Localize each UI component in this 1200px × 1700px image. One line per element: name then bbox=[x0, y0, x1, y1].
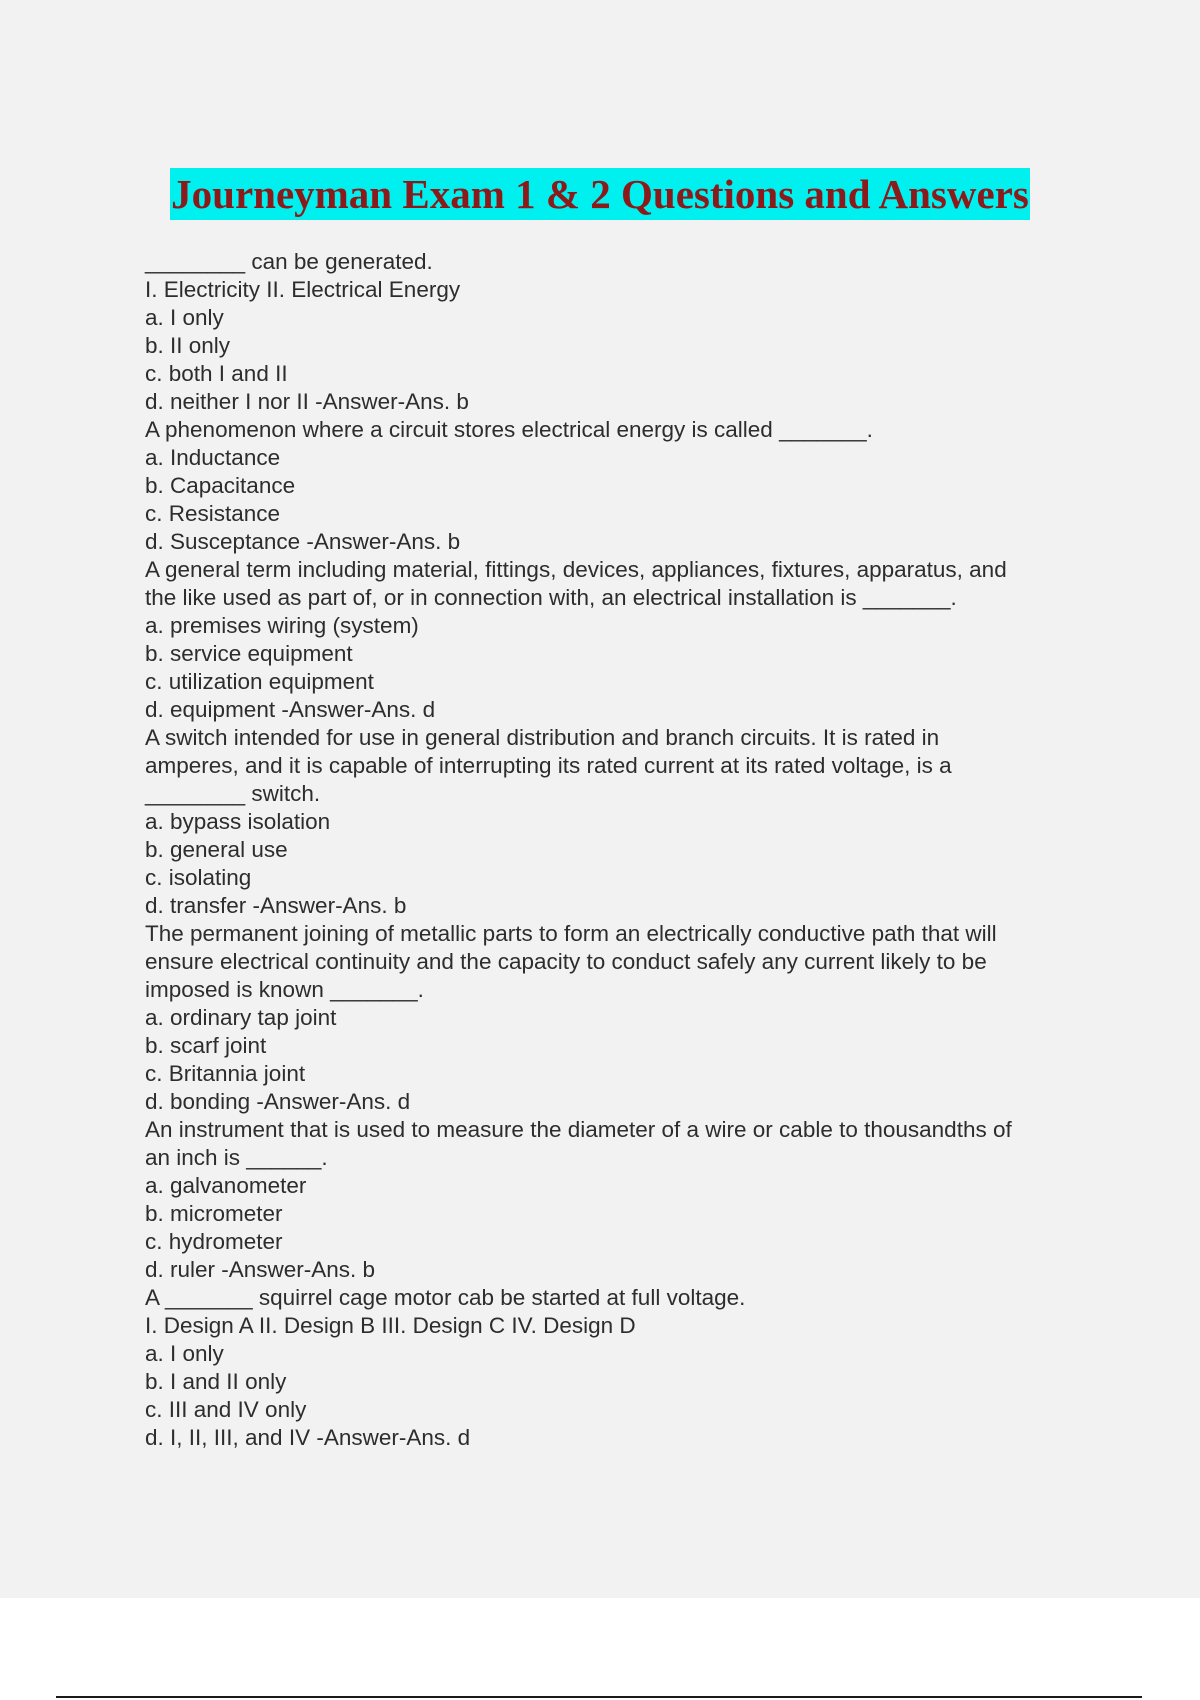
text-line: An instrument that is used to measure the diameter of a wire or cable to thousandths of bbox=[145, 1117, 1012, 1142]
text-line: A phenomenon where a circuit stores electrical energy is called _______. bbox=[145, 417, 873, 442]
question-list bbox=[145, 248, 1085, 1452]
text-line: amperes, and it is capable of interrupting its rated current at its rated voltage, is a bbox=[145, 753, 952, 778]
text-line: b. scarf joint bbox=[145, 1033, 267, 1058]
text-line: ensure electrical continuity and the capacity to conduct safely any current likely to be bbox=[145, 949, 987, 974]
footer-divider bbox=[56, 1696, 1142, 1698]
text-line: an inch is ______. bbox=[145, 1145, 328, 1170]
text-line: c. Britannia joint bbox=[145, 1061, 306, 1086]
text-line: A general term including material, fittings, devices, appliances, fixtures, apparatus, and bbox=[145, 557, 1007, 582]
text-line: a. Inductance bbox=[145, 445, 281, 470]
text-line: d. Susceptance -Answer-Ans. b bbox=[145, 529, 461, 554]
text-line: a. I only bbox=[145, 1341, 224, 1366]
text-line: A _______ squirrel cage motor cab be started at full voltage. bbox=[145, 1285, 746, 1310]
text-line: d. neither I nor II -Answer-Ans. b bbox=[145, 389, 469, 414]
document-title-text: Journeyman Exam 1 & 2 Questions and Answers bbox=[170, 168, 1030, 220]
text-line: c. isolating bbox=[145, 865, 252, 890]
text-line: b. micrometer bbox=[145, 1201, 283, 1226]
text-line: b. service equipment bbox=[145, 641, 353, 666]
document-title bbox=[0, 168, 1200, 220]
text-line: c. utilization equipment bbox=[145, 669, 374, 694]
text-line: b. II only bbox=[145, 333, 231, 358]
text-line: b. general use bbox=[145, 837, 288, 862]
text-line: d. I, II, III, and IV -Answer-Ans. d bbox=[145, 1425, 471, 1450]
text-line: d. bonding -Answer-Ans. d bbox=[145, 1089, 411, 1114]
text-line: c. both I and II bbox=[145, 361, 288, 386]
text-line: a. galvanometer bbox=[145, 1173, 307, 1198]
text-line: I. Electricity II. Electrical Energy bbox=[145, 277, 461, 302]
text-line: c. III and IV only bbox=[145, 1397, 307, 1422]
text-line: The permanent joining of metallic parts to form an electrically conductive path that will bbox=[145, 921, 997, 946]
text-line: a. ordinary tap joint bbox=[145, 1005, 337, 1030]
text-line: d. equipment -Answer-Ans. d bbox=[145, 697, 436, 722]
text-line: a. I only bbox=[145, 305, 224, 330]
text-line: a. premises wiring (system) bbox=[145, 613, 419, 638]
text-line: I. Design A II. Design B III. Design C IV. Design D bbox=[145, 1313, 636, 1338]
text-line: b. I and II only bbox=[145, 1369, 287, 1394]
text-line: d. transfer -Answer-Ans. b bbox=[145, 893, 407, 918]
text-line: ________ can be generated. bbox=[145, 249, 433, 274]
text-line: c. hydrometer bbox=[145, 1229, 283, 1254]
text-line: b. Capacitance bbox=[145, 473, 296, 498]
text-line: c. Resistance bbox=[145, 501, 281, 526]
text-line: d. ruler -Answer-Ans. b bbox=[145, 1257, 376, 1282]
text-line: imposed is known _______. bbox=[145, 977, 424, 1002]
text-line: a. bypass isolation bbox=[145, 809, 331, 834]
text-line: the like used as part of, or in connection with, an electrical installation is _______. bbox=[145, 585, 957, 610]
text-line: ________ switch. bbox=[145, 781, 321, 806]
text-line: A switch intended for use in general distribution and branch circuits. It is rated in bbox=[145, 725, 940, 750]
